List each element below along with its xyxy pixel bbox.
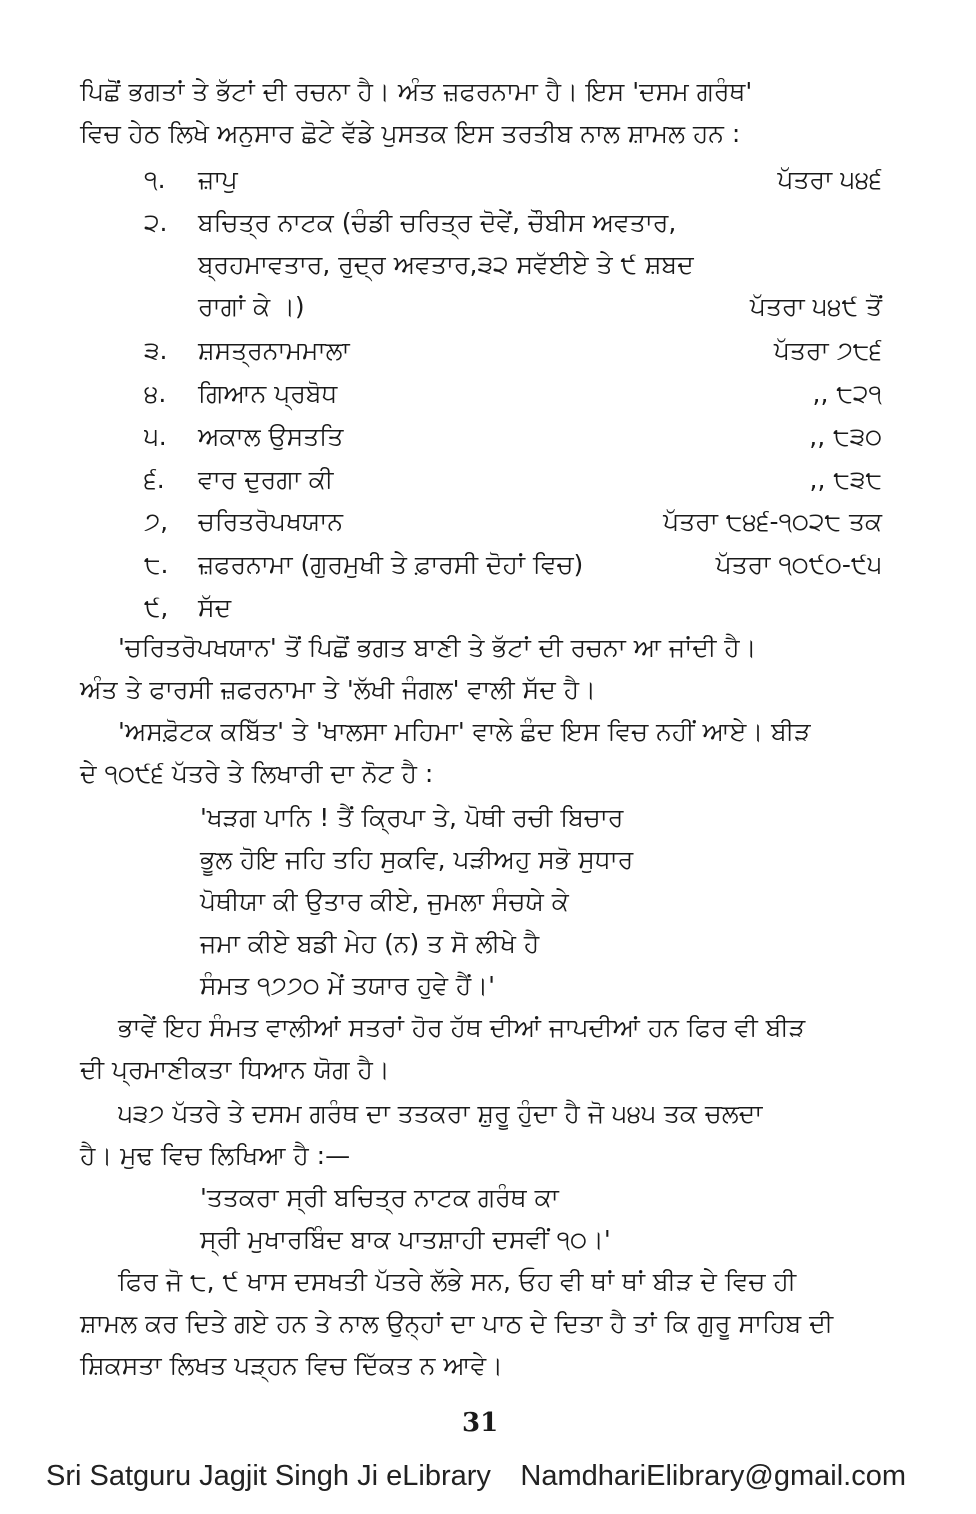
para1-line-2: ਵਿਚ ਹੇਠ ਲਿਖੇ ਅਨੁਸਾਰ ਛੋਟੇ ਵੱਡੇ ਪੁਸਤਕ ਇਸ ਤਰਤੀਬ ਨਾਲ ਸ਼ਾਮਲ ਹਨ : [80,119,741,148]
list-item-1-number: ੧. [144,165,166,194]
list-item-8-number: ੮. [144,550,169,579]
list-item-2-ref: ਪੱਤਰਾ ੫੪੯ ਤੋਂ [749,292,882,321]
quote2-line-2: ਸ੍ਰੀ ਮੁਖਾਰਬਿੰਦ ਬਾਕ ਪਾਤਸ਼ਾਹੀ ਦਸਵੀਂ ੧੦।' [200,1225,611,1254]
para1-line-1: ਪਿਛੋਂ ਭਗਤਾਂ ਤੇ ਭੱਟਾਂ ਦੀ ਰਚਨਾ ਹੈ। ਅੰਤ ਜ਼ਫਰਨਾਮਾ ਹੈ। ਇਸ 'ਦਸਮ ਗਰੰਥ' [80,77,753,106]
footer-library-name: Sri Satguru Jagjit Singh Ji eLibrary [46,1460,491,1492]
list-item-7-ref: ਪੱਤਰਾ ੮੪੬-੧੦੨੮ ਤਕ [663,507,882,536]
list-item-2-number: ੨. [144,208,168,237]
para3-line-1: 'ਅਸਫ਼ੋਟਕ ਕਬਿੱਤ' ਤੇ 'ਖਾਲਸਾ ਮਹਿਮਾ' ਵਾਲੇ ਛੰਦ ਇਸ ਵਿਚ ਨਹੀਂ ਆਏ। ਬੀੜ [118,717,811,746]
para2-line-2: ਅੰਤ ਤੇ ਫਾਰਸੀ ਜ਼ਫਰਨਾਮਾ ਤੇ 'ਲੱਖੀ ਜੰਗਲ' ਵਾਲੀ ਸੱਦ ਹੈ। [80,675,596,704]
para3-line-2: ਦੇ ੧੦੯੬ ਪੱਤਰੇ ਤੇ ਲਿਖਾਰੀ ਦਾ ਨੋਟ ਹੈ : [80,759,434,788]
list-item-2-title-line-1: ਬਚਿਤ੍ਰ ਨਾਟਕ (ਚੰਡੀ ਚਰਿਤ੍ਰ ਦੋਵੇਂ, ਚੌਬੀਸ ਅਵਤਾਰ, [198,208,677,237]
para6-line-1: ਫਿਰ ਜੋ ੮, ੯ ਖਾਸ ਦਸਖਤੀ ਪੱਤਰੇ ਲੱਭੇ ਸਨ, ਓਹ ਵੀ ਥਾਂ ਥਾਂ ਬੀੜ ਦੇ ਵਿਚ ਹੀ [118,1267,797,1296]
list-item-2-title-line-3: ਰਾਗਾਂ ਕੇ ।) [198,292,305,321]
list-item-4-number: ੪. [144,379,167,408]
list-item-6-number: ੬. [144,465,165,494]
list-item-5-ref: ,, ੮੩੦ [809,422,882,451]
para4-line-2: ਦੀ ਪ੍ਰਮਾਣੀਕਤਾ ਧਿਆਨ ਯੋਗ ਹੈ। [80,1055,390,1084]
quote1-line-5: ਸੰਮਤ ੧੭੭੦ ਮੇਂ ਤਯਾਰ ਹੁਵੇ ਹੈਂ।' [200,971,495,1000]
quote1-line-4: ਜਮਾ ਕੀਏ ਬਡੀ ਮੇਹ (ਨ) ਤ ਸੋ ਲੀਖੇ ਹੈ [200,929,540,958]
quote1-line-1: 'ਖੜਗ ਪਾਨਿ ! ਤੈਂ ਕ੍ਰਿਪਾ ਤੇ, ਪੋਥੀ ਰਚੀ ਬਿਚਾਰ [200,803,624,832]
list-item-5-number: ੫. [144,422,167,451]
list-item-6-ref: ,, ੮੩੮ [809,465,882,494]
list-item-1-ref: ਪੱਤਰਾ ੫੪੬ [777,165,882,194]
para6-line-3: ਸ਼ਿਕਸਤਾ ਲਿਖਤ ਪੜ੍ਹਨ ਵਿਚ ਦਿੱਕਤ ਨ ਆਵੇ। [80,1351,503,1380]
para4-line-1: ਭਾਵੇਂ ਇਹ ਸੰਮਤ ਵਾਲੀਆਂ ਸਤਰਾਂ ਹੋਰ ਹੱਥ ਦੀਆਂ ਜਾਪਦੀਆਂ ਹਨ ਫਿਰ ਵੀ ਬੀੜ [118,1013,806,1042]
quote1-line-3: ਪੋਥੀਯਾ ਕੀ ਉਤਾਰ ਕੀਏ, ਜੁਮਲਾ ਸੰਚਯੇ ਕੇ [200,887,569,916]
para5-line-2: ਹੈ। ਮੁਢ ਵਿਚ ਲਿਖਿਆ ਹੈ :— [80,1141,351,1170]
list-item-3-number: ੩. [144,336,168,365]
list-item-7-title: ਚਰਿਤਰੋਪਖਯਾਨ [198,507,344,536]
list-item-6-title: ਵਾਰ ਦੁਰਗਾ ਕੀ [198,465,334,494]
list-item-8-ref: ਪੱਤਰਾ ੧੦੯੦-੯੫ [715,550,882,579]
list-item-4-title: ਗਿਆਨ ਪ੍ਰਬੋਧ [198,379,338,408]
para5-line-1: ੫੩੭ ਪੱਤਰੇ ਤੇ ਦਸਮ ਗਰੰਥ ਦਾ ਤਤਕਰਾ ਸ਼ੁਰੂ ਹੁੰਦਾ ਹੈ ਜੋ ੫੪੫ ਤਕ ਚਲਦਾ [118,1099,763,1128]
list-item-9-number: ੯, [144,593,169,622]
list-item-3-ref: ਪੱਤਰਾ ੭੮੬ [773,336,882,365]
list-item-7-number: ੭, [144,507,169,536]
list-item-4-ref: ,, ੮੨੧ [812,379,882,408]
list-item-5-title: ਅਕਾਲ ਉਸਤਤਿ [198,422,344,451]
list-item-1-title: ਜ਼ਾਪੁ [198,165,238,194]
footer-email: NamdhariElibrary@gmail.com [520,1460,906,1492]
para2-line-1: 'ਚਰਿਤਰੋਪਖਯਾਨ' ਤੋਂ ਪਿਛੋਂ ਭਗਤ ਬਾਣੀ ਤੇ ਭੱਟਾਂ ਦੀ ਰਚਨਾ ਆ ਜਾਂਦੀ ਹੈ। [118,633,757,662]
para6-line-2: ਸ਼ਾਮਲ ਕਰ ਦਿਤੇ ਗਏ ਹਨ ਤੇ ਨਾਲ ਉਨ੍ਹਾਂ ਦਾ ਪਾਠ ਦੇ ਦਿਤਾ ਹੈ ਤਾਂ ਕਿ ਗੁਰੂ ਸਾਹਿਬ ਦੀ [80,1309,834,1338]
list-item-9-title: ਸੱਦ [198,593,232,622]
list-item-3-title: ਸ਼ਸਤ੍ਰਨਾਮਮਾਲਾ [198,336,350,365]
quote2-line-1: 'ਤਤਕਰਾ ਸ੍ਰੀ ਬਚਿਤ੍ਰ ਨਾਟਕ ਗਰੰਥ ਕਾ [200,1183,559,1212]
quote1-line-2: ਭੂਲ ਹੋਇ ਜਹਿ ਤਹਿ ਸੁਕਵਿ, ਪੜੀਅਹੁ ਸਭੋ ਸੁਧਾਰ [200,845,634,874]
list-item-2-title-line-2: ਬ੍ਰਹਮਾਵਤਾਰ, ਰੁਦ੍ਰ ਅਵਤਾਰ,੩੨ ਸਵੱਈਏ ਤੇ ੯ ਸ਼ਬਦ [198,250,694,279]
page-number: 31 [462,1408,499,1438]
list-item-8-title: ਜ਼ਫਰਨਾਮਾ (ਗੁਰਮੁਖੀ ਤੇ ਫ਼ਾਰਸੀ ਦੋਹਾਂ ਵਿਚ) [198,550,584,579]
